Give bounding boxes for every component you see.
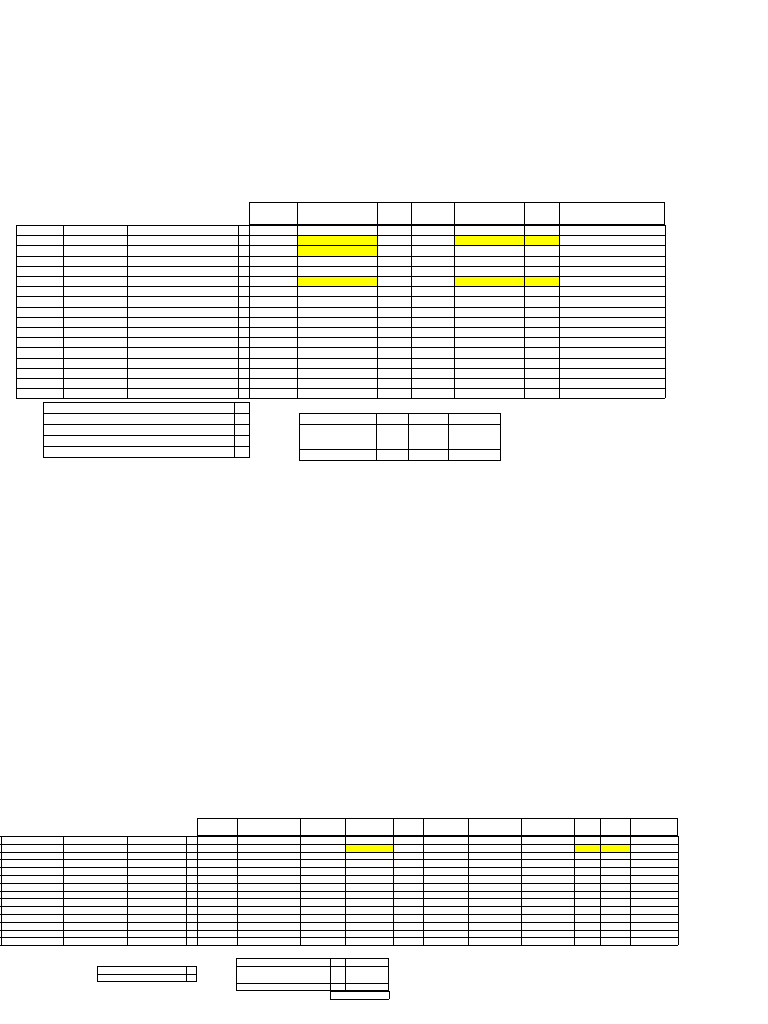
grid-line [299, 449, 501, 450]
grid-line [468, 818, 469, 836]
grid-line [454, 225, 455, 398]
grid-line [197, 836, 198, 945]
grid-line [43, 413, 250, 414]
grid-line [678, 836, 679, 945]
grid-line [524, 225, 525, 398]
grid-line [330, 991, 331, 999]
grid-line [448, 413, 449, 461]
row-line [0, 945, 678, 946]
grid-line [345, 836, 346, 945]
grid-line [454, 202, 455, 225]
row-line [0, 922, 678, 923]
grid-line [468, 836, 469, 945]
grid-line [345, 958, 346, 991]
grid-line [63, 836, 64, 945]
highlight-cell [298, 246, 377, 255]
row-line [16, 347, 665, 348]
grid-line [249, 225, 250, 398]
row-line [0, 859, 678, 860]
row-line [0, 898, 678, 899]
grid-line [574, 818, 575, 836]
highlight-cell [455, 277, 524, 286]
grid-line [630, 818, 631, 836]
row-line [0, 891, 678, 892]
grid-line [297, 202, 298, 225]
row-line [16, 256, 665, 257]
grid-line [377, 225, 378, 398]
row-line [16, 296, 665, 297]
grid-line [630, 836, 631, 945]
grid-line [238, 225, 239, 398]
row-line [16, 358, 665, 359]
highlight-cell [575, 844, 630, 851]
row-line [16, 276, 665, 277]
grid-line [393, 836, 394, 945]
grid-line [237, 836, 238, 945]
grid-line [43, 446, 250, 447]
row-line [0, 937, 678, 938]
highlight-cell [525, 236, 559, 245]
grid-line [237, 818, 238, 836]
row-line [16, 245, 665, 246]
row-line [0, 914, 678, 915]
row-line [16, 378, 665, 379]
row-line [16, 337, 665, 338]
grid-line [297, 225, 298, 398]
plante-table-header [249, 202, 665, 225]
row-line [16, 388, 665, 389]
grid-line [574, 836, 575, 945]
grid-line [600, 836, 601, 945]
row-line [0, 844, 678, 845]
grid-line [1, 836, 2, 945]
grid-line [236, 966, 389, 967]
grid-line [16, 225, 17, 398]
grid-line [411, 225, 412, 398]
grid-line [43, 435, 250, 436]
row-line [16, 225, 665, 226]
grid-line [377, 202, 378, 225]
grid-line [330, 999, 389, 1000]
row-line [16, 286, 665, 287]
grid-line [524, 202, 525, 225]
grid-line [300, 836, 301, 945]
grid-line [521, 818, 522, 836]
grid-line [423, 836, 424, 945]
nicd-table-header [197, 818, 678, 836]
highlight-cell [298, 236, 377, 245]
grid-line [600, 818, 601, 836]
grid-line [330, 991, 389, 992]
highlight-cell [346, 844, 393, 851]
grid-line [330, 958, 331, 991]
grid-line [423, 818, 424, 836]
grid-line [127, 836, 128, 945]
grid-line [559, 225, 560, 398]
row-line [16, 266, 665, 267]
grid-line [393, 818, 394, 836]
grid-line [63, 225, 64, 398]
grid-line [300, 818, 301, 836]
row-line [16, 327, 665, 328]
grid-line [299, 424, 501, 425]
grid-line [521, 836, 522, 945]
grid-line [236, 983, 389, 984]
grid-line [559, 202, 560, 225]
row-line [16, 317, 665, 318]
row-line [16, 398, 665, 399]
grid-line [97, 974, 197, 975]
row-line [16, 368, 665, 369]
grid-line [127, 225, 128, 398]
nicd-capacity-table [236, 958, 389, 991]
row-line [16, 235, 665, 236]
row-line [16, 307, 665, 308]
grid-line [345, 818, 346, 836]
highlight-cell [525, 277, 559, 286]
design-factor-table [43, 402, 250, 458]
highlight-cell [298, 277, 377, 286]
row-line [0, 852, 678, 853]
grid-line [376, 413, 377, 461]
grid-line [665, 225, 666, 398]
highlight-cell [455, 236, 524, 245]
grid-line [389, 991, 390, 999]
row-line [0, 867, 678, 868]
grid-line [186, 966, 187, 982]
grid-line [234, 402, 235, 458]
capacity-table [299, 413, 501, 461]
grid-line [186, 836, 187, 945]
row-line [0, 836, 678, 837]
grid-line [411, 202, 412, 225]
row-line [0, 883, 678, 884]
row-line [0, 875, 678, 876]
row-line [0, 930, 678, 931]
grid-line [408, 413, 409, 461]
grid-line [43, 424, 250, 425]
row-line [0, 906, 678, 907]
